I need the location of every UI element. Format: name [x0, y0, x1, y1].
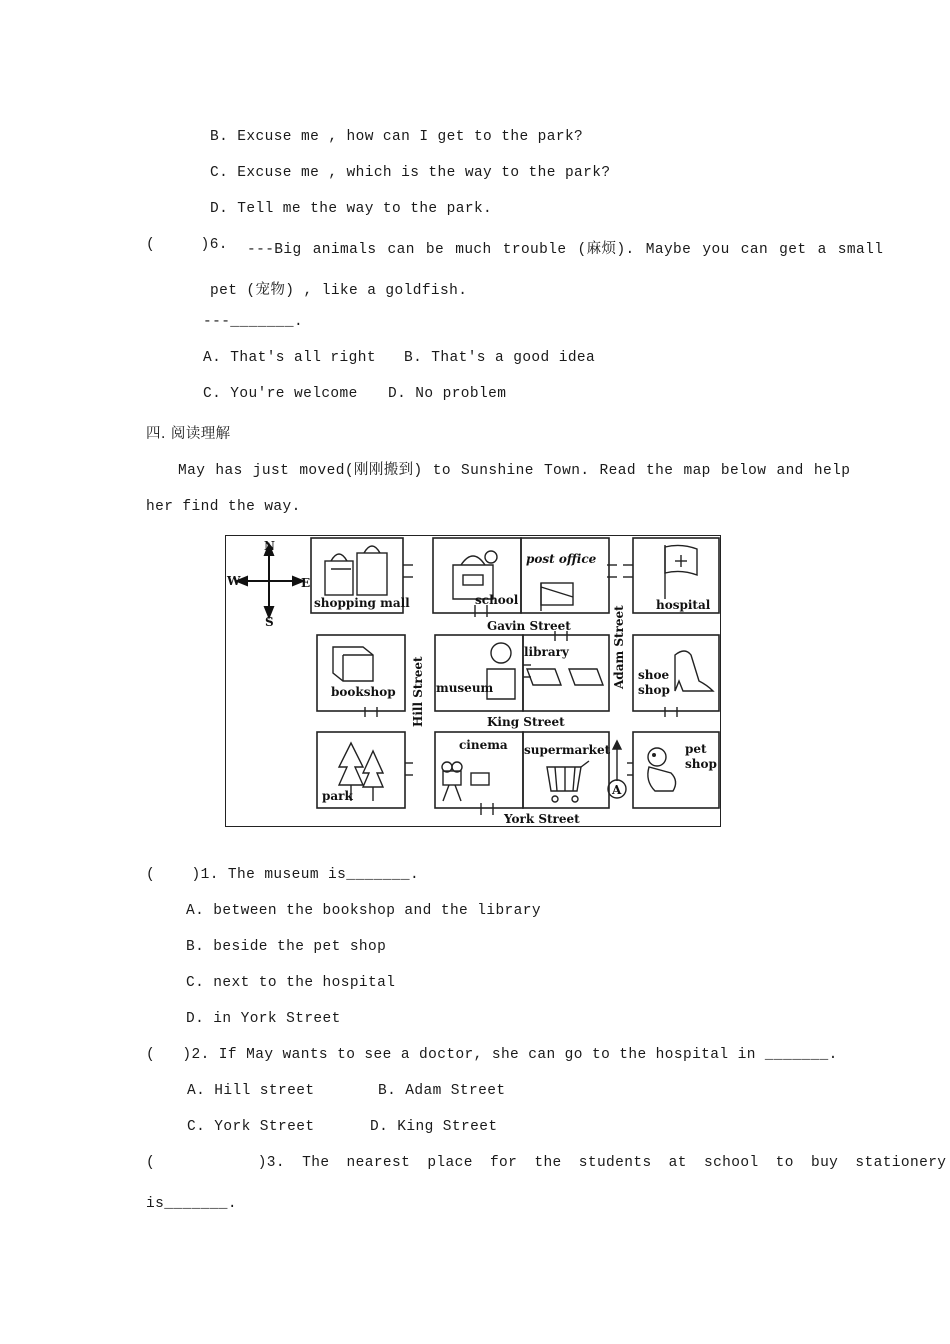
label-supermarket: supermarket	[524, 743, 611, 757]
label-bookshop: bookshop	[331, 685, 396, 699]
q3-stem-line2: is_______.	[146, 1196, 238, 1212]
street-york: York Street	[504, 812, 580, 826]
q1-option-d: D. in York Street	[186, 1011, 341, 1027]
label-cinema: cinema	[459, 738, 508, 752]
label-shoe-shop-2: shop	[638, 683, 670, 697]
q1-option-b: B. beside the pet shop	[186, 939, 387, 955]
q6-stem-line1: ---Big animals can be much trouble (麻烦). Maybe you can get a small	[247, 242, 884, 258]
q2-stem: ( )2. If May wants to see a doctor, she can go to the hospital in _______.	[146, 1047, 838, 1063]
q6-stem-line2: pet (宠物) , like a goldfish.	[210, 283, 468, 299]
q1-option-a: A. between the bookshop and the library	[186, 903, 541, 919]
label-shopping-mall: shopping mall	[314, 596, 410, 610]
q6-option-d: D. No problem	[388, 386, 507, 402]
q6-option-a: A. That's all right	[203, 350, 376, 366]
q2-option-a: A. Hill street	[187, 1083, 315, 1099]
label-post-office: post office	[526, 552, 597, 566]
street-adam: Adam Street	[612, 605, 626, 689]
label-library: library	[524, 645, 569, 659]
option-d: D. Tell me the way to the park.	[210, 201, 493, 217]
section-title: 四. 阅读理解	[146, 426, 231, 442]
compass-s: S	[265, 615, 274, 629]
q1-stem: ( )1. The museum is_______.	[146, 867, 420, 883]
label-pet-shop-1: pet	[685, 742, 707, 756]
q6-answer-blank: ---_______.	[203, 314, 304, 330]
compass-w: W	[227, 574, 241, 588]
street-king: King Street	[487, 715, 565, 729]
q1-option-c: C. next to the hospital	[186, 975, 396, 991]
q2-option-c: C. York Street	[187, 1119, 315, 1135]
marker-a: A	[612, 783, 622, 797]
q2-option-d: D. King Street	[370, 1119, 498, 1135]
option-b: B. Excuse me , how can I get to the park?	[210, 129, 584, 145]
q3-stem-line1: ( )3. The nearest place for the students at school to buy stationery	[146, 1155, 947, 1171]
label-shoe-shop-1: shoe	[638, 668, 670, 682]
compass-e: E	[301, 576, 311, 590]
street-gavin: Gavin Street	[487, 619, 571, 633]
compass-n: N	[264, 539, 275, 553]
label-park: park	[322, 789, 353, 803]
passage-line1: May has just moved(刚刚搬到) to Sunshine Town. Read the map below and help	[178, 463, 851, 479]
q6-option-b: B. That's a good idea	[404, 350, 596, 366]
label-museum: museum	[436, 681, 494, 695]
q6-number: ( )6.	[146, 237, 228, 253]
town-map	[225, 535, 721, 827]
q2-option-b: B. Adam Street	[378, 1083, 506, 1099]
q6-option-c: C. You're welcome	[203, 386, 358, 402]
street-hill: Hill Street	[411, 656, 425, 727]
option-c: C. Excuse me , which is the way to the park?	[210, 165, 611, 181]
label-pet-shop-2: shop	[685, 757, 717, 771]
passage-line2: her find the way.	[146, 499, 301, 515]
label-hospital: hospital	[656, 598, 711, 612]
label-school: school	[475, 593, 519, 607]
